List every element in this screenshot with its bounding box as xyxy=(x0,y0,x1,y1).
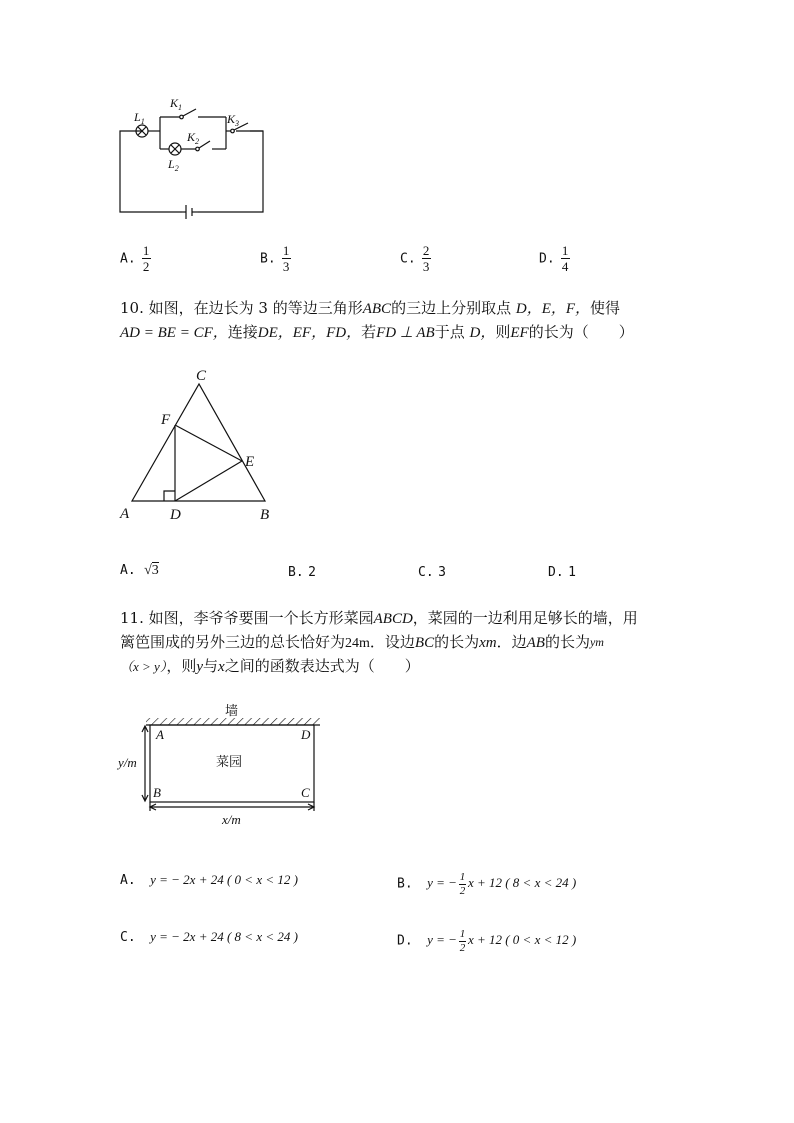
corner-D: D xyxy=(301,727,311,742)
q11-line-2: 篱笆围成的另外三边的总长恰好为24m．设边BC的长为xm．边AB的长为$^{ym}$ xyxy=(120,633,604,651)
point-label-A: A xyxy=(120,506,130,522)
q9-option-a[interactable]: A. $\frac{1}{2}$ xyxy=(120,243,150,274)
q9-option-d[interactable]: D. $\frac{1}{4}$ xyxy=(539,243,569,274)
corner-C: C xyxy=(301,785,310,800)
q11-option-b[interactable]: B. y = − $\frac{1}{2}$ x + 12 ( 8 < x < 24 ) xyxy=(397,871,577,897)
q11-line-1: 11. 如图，李爷爷要围一个长方形菜园ABCD，菜园的一边利用足够长的墙，用 xyxy=(120,609,638,627)
label-K2: $K_2$ xyxy=(187,130,200,146)
garden-label: 菜园 xyxy=(216,754,243,769)
q9-option-b[interactable]: B. $\frac{1}{3}$ xyxy=(260,243,290,274)
q10-line-2: AD = BE = CF，连接DE，EF，FD，若FD ⊥ AB于点 D，则EF的长为（ ） xyxy=(120,323,634,341)
label-K3: $K_3$ xyxy=(227,112,240,128)
q10-line-1: 10. 如图，在边长为 3 的等边三角形ABC的三边上分别取点 D，E，F，使得 xyxy=(120,299,621,317)
point-label-B: B xyxy=(260,507,270,523)
point-label-D: D xyxy=(170,507,181,523)
circuit-diagram xyxy=(110,90,280,220)
label-K1: $K_1$ xyxy=(170,96,183,112)
triangle-figure xyxy=(112,362,282,527)
q11-option-a[interactable]: A. y = − 2x + 24 ( 0 < x < 12 ) xyxy=(120,872,298,888)
q11-option-d[interactable]: D. y = − $\frac{1}{2}$ x + 12 ( 0 < x < 12 ) xyxy=(397,928,577,954)
q10-option-c[interactable]: C. 3 xyxy=(418,565,446,580)
q11-line-3: （x > y），则y与x之间的函数表达式为（ ） xyxy=(120,657,420,675)
garden-figure xyxy=(112,696,327,831)
corner-B: B xyxy=(153,785,161,800)
q11-option-c[interactable]: C. y = − 2x + 24 ( 8 < x < 24 ) xyxy=(120,929,298,945)
corner-A: A xyxy=(156,727,164,742)
q10-option-b[interactable]: B. 2 xyxy=(288,565,316,580)
y-dimension-label: y/m xyxy=(118,755,137,770)
label-L1: $L_1$ xyxy=(134,110,145,126)
label-L2: $L_2$ xyxy=(168,157,179,173)
q10-option-a[interactable]: A. √3 xyxy=(120,563,159,578)
point-label-E: E xyxy=(245,454,255,470)
x-dimension-label: x/m xyxy=(222,812,241,827)
q10-option-d[interactable]: D. 1 xyxy=(548,565,576,580)
wall-label: 墙 xyxy=(225,703,239,718)
q9-option-c[interactable]: C. $\frac{2}{3}$ xyxy=(400,243,430,274)
point-label-C: C xyxy=(196,368,207,384)
point-label-F: F xyxy=(161,412,171,428)
